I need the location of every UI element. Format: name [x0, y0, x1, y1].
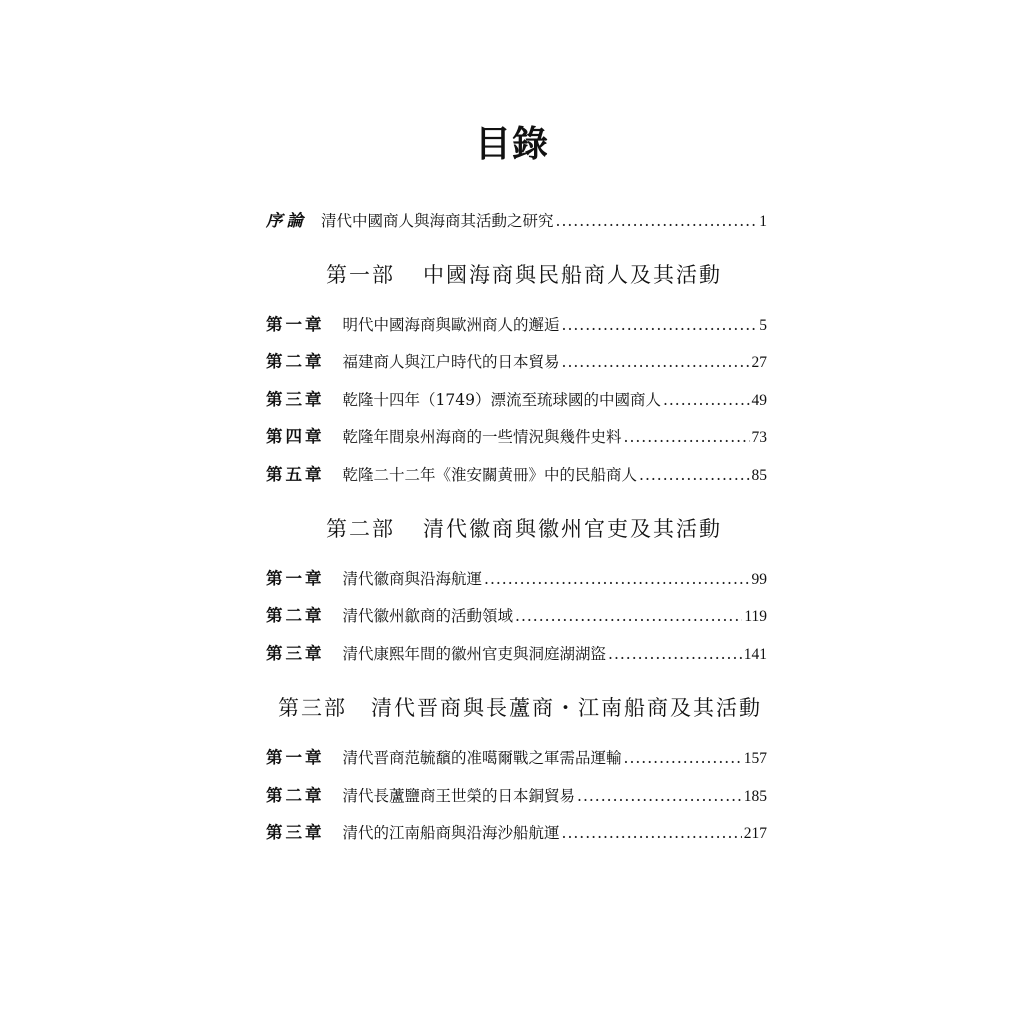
dot-leader	[515, 603, 742, 629]
toc-entry[interactable]	[266, 820, 767, 846]
entry-label: 第二章	[266, 786, 325, 805]
entry-page-number: 5	[759, 317, 767, 334]
dot-leader	[484, 566, 749, 592]
toc-entry[interactable]	[266, 312, 767, 338]
part-heading	[326, 512, 722, 546]
entry-title: 福建商人與江户時代的日本貿易	[342, 353, 560, 371]
entry-label: 第一章	[266, 569, 325, 588]
entry-page-number: 217	[743, 825, 767, 842]
entry-page-number: 99	[751, 571, 767, 588]
part-title: 清代晋商與長蘆商・江南船商及其活動	[371, 696, 762, 720]
entry-label: 第三章	[266, 390, 325, 409]
entry-title: 清代中國商人與海商其活動之研究	[321, 212, 554, 230]
entry-title: 明代中國海商與歐洲商人的邂逅	[342, 316, 560, 334]
entry-label: 第二章	[266, 606, 325, 625]
dot-leader	[608, 641, 742, 667]
toc-entry[interactable]	[266, 349, 767, 375]
entry-label: 序論	[266, 211, 307, 230]
entry-title: 乾隆十四年（1749）漂流至琉球國的中國商人	[342, 391, 661, 409]
dot-leader	[663, 387, 750, 413]
entry-label: 第五章	[266, 465, 325, 484]
part-number: 第二部	[326, 517, 395, 541]
entry-page-number: 85	[751, 467, 767, 484]
part-title: 清代徽商與徽州官吏及其活動	[423, 517, 722, 541]
entry-label: 第二章	[266, 352, 325, 371]
entry-page-number: 119	[744, 608, 767, 625]
dot-leader	[639, 462, 749, 488]
entry-page-number: 157	[743, 750, 767, 767]
entry-page-number: 1	[759, 213, 767, 230]
entry-label: 第四章	[266, 427, 325, 446]
toc-entry-preface[interactable]	[266, 208, 767, 234]
entry-page-number: 27	[751, 354, 767, 371]
dot-leader	[562, 312, 758, 338]
entry-title: 乾隆二十二年《淮安關黄冊》中的民船商人	[342, 466, 638, 484]
toc-entry[interactable]	[266, 745, 767, 771]
part-heading	[326, 258, 722, 292]
entry-label: 第一章	[266, 748, 325, 767]
entry-title: 清代長蘆鹽商王世榮的日本銅貿易	[342, 787, 576, 805]
entry-page-number: 141	[743, 646, 767, 663]
entry-label: 第三章	[266, 644, 325, 663]
dot-leader	[624, 424, 750, 450]
part-number: 第三部	[278, 696, 347, 720]
toc-entry[interactable]	[266, 566, 767, 592]
dot-leader	[577, 783, 742, 809]
entry-page-number: 49	[751, 392, 767, 409]
part-title: 中國海商與民船商人及其活動	[423, 263, 722, 287]
entry-label: 第三章	[266, 823, 325, 842]
page-title: 目錄	[474, 124, 549, 165]
toc-entry[interactable]	[266, 462, 767, 488]
dot-leader	[624, 745, 742, 771]
toc-entry[interactable]	[266, 387, 767, 413]
entry-title: 乾隆年間泉州海商的一些情況與幾件史料	[342, 428, 622, 446]
entry-title: 清代徽商與沿海航運	[342, 570, 483, 588]
toc-entry[interactable]	[266, 424, 767, 450]
dot-leader	[556, 208, 758, 234]
entry-title: 清代晋商范毓馪的准噶爾戰之軍需品運輸	[342, 749, 622, 767]
toc-entry[interactable]	[266, 641, 767, 667]
part-heading	[278, 691, 762, 725]
dot-leader	[562, 820, 742, 846]
entry-page-number: 185	[743, 788, 767, 805]
entry-page-number: 73	[751, 429, 767, 446]
entry-title: 清代的江南船商與沿海沙船航運	[342, 824, 560, 842]
part-number: 第一部	[326, 263, 395, 287]
toc-entry[interactable]	[266, 603, 767, 629]
entry-label: 第一章	[266, 315, 325, 334]
entry-title: 清代康熙年間的徽州官吏與洞庭湖湖盜	[342, 645, 607, 663]
dot-leader	[562, 349, 750, 375]
toc-entry[interactable]	[266, 783, 767, 809]
entry-title: 清代徽州歙商的活動領域	[342, 607, 514, 625]
